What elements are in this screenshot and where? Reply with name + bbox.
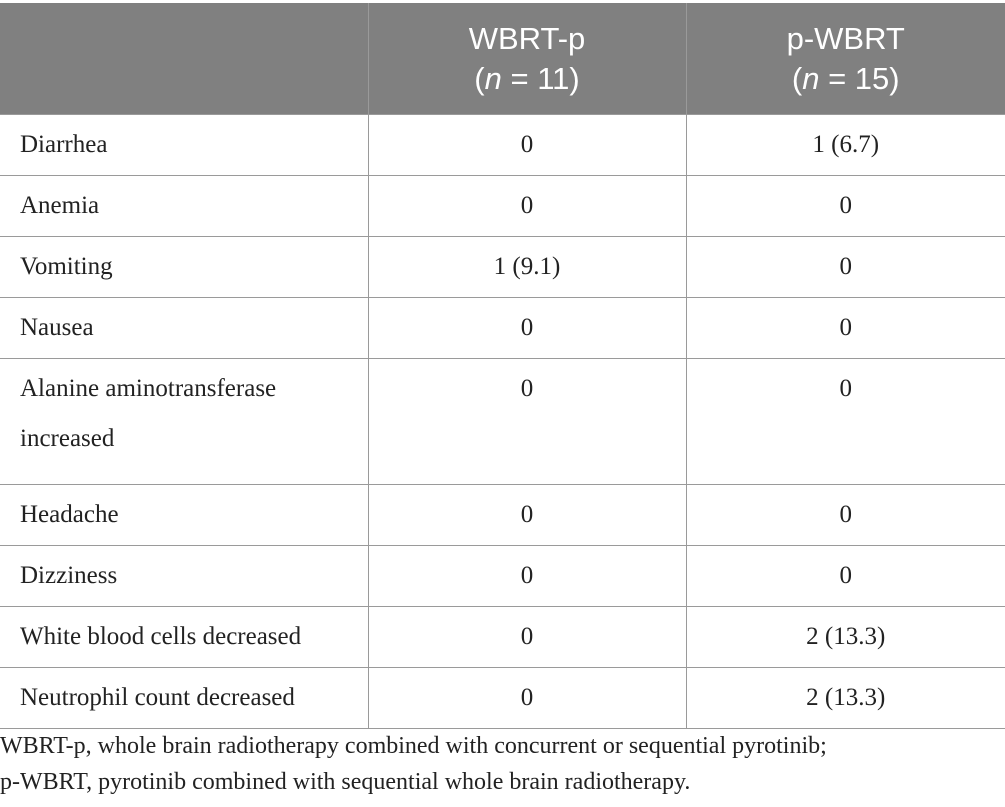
row-label: White blood cells decreased bbox=[0, 607, 368, 668]
header-row bbox=[0, 3, 1005, 115]
row-label: Neutrophil count decreased bbox=[0, 668, 368, 729]
wbrt-p-value: 0 bbox=[368, 115, 686, 176]
adverse-events-table bbox=[0, 3, 1005, 729]
header-blank bbox=[0, 3, 368, 115]
p-wbrt-value: 0 bbox=[686, 237, 1005, 298]
row-label: Headache bbox=[0, 485, 368, 546]
p-wbrt-value: 0 bbox=[686, 546, 1005, 607]
header-wbrt-p-n: (n = 11) bbox=[474, 60, 580, 96]
wbrt-p-value: 1 (9.1) bbox=[368, 237, 686, 298]
table-row bbox=[0, 115, 1005, 176]
row-label bbox=[0, 359, 368, 485]
wbrt-p-value: 0 bbox=[368, 668, 686, 729]
p-wbrt-value: 0 bbox=[686, 485, 1005, 546]
row-label: Vomiting bbox=[0, 237, 368, 298]
header-p-wbrt bbox=[686, 3, 1005, 115]
row-label: Diarrhea bbox=[0, 115, 368, 176]
table-row bbox=[0, 298, 1005, 359]
header-wbrt-p bbox=[368, 3, 686, 115]
row-label-line2: increased bbox=[20, 425, 115, 452]
row-label-line1: Alanine aminotransferase bbox=[20, 375, 277, 402]
table-row bbox=[0, 668, 1005, 729]
table-row bbox=[0, 176, 1005, 237]
header-p-wbrt-name: p-WBRT bbox=[786, 20, 905, 56]
wbrt-p-value: 0 bbox=[368, 359, 686, 485]
table-row bbox=[0, 607, 1005, 668]
p-wbrt-value: 0 bbox=[686, 359, 1005, 485]
row-label: Nausea bbox=[0, 298, 368, 359]
wbrt-p-value: 0 bbox=[368, 298, 686, 359]
table-row bbox=[0, 237, 1005, 298]
row-label: Anemia bbox=[0, 176, 368, 237]
table-row bbox=[0, 546, 1005, 607]
footnote-line-1: WBRT-p, whole brain radiotherapy combined with concurrent or sequential pyrotinib; bbox=[0, 733, 827, 759]
p-wbrt-value: 0 bbox=[686, 176, 1005, 237]
table-row bbox=[0, 485, 1005, 546]
row-label: Dizziness bbox=[0, 546, 368, 607]
p-wbrt-value: 2 (13.3) bbox=[686, 607, 1005, 668]
table-row bbox=[0, 359, 1005, 485]
wbrt-p-value: 0 bbox=[368, 546, 686, 607]
table-footnote bbox=[0, 728, 1005, 800]
wbrt-p-value: 0 bbox=[368, 485, 686, 546]
header-wbrt-p-name: WBRT-p bbox=[468, 20, 586, 56]
p-wbrt-value: 0 bbox=[686, 298, 1005, 359]
wbrt-p-value: 0 bbox=[368, 607, 686, 668]
wbrt-p-value: 0 bbox=[368, 176, 686, 237]
footnote-line-2: p-WBRT, pyrotinib combined with sequential whole brain radiotherapy. bbox=[0, 769, 691, 795]
p-wbrt-value: 2 (13.3) bbox=[686, 668, 1005, 729]
header-p-wbrt-n: (n = 15) bbox=[791, 60, 900, 96]
p-wbrt-value: 1 (6.7) bbox=[686, 115, 1005, 176]
